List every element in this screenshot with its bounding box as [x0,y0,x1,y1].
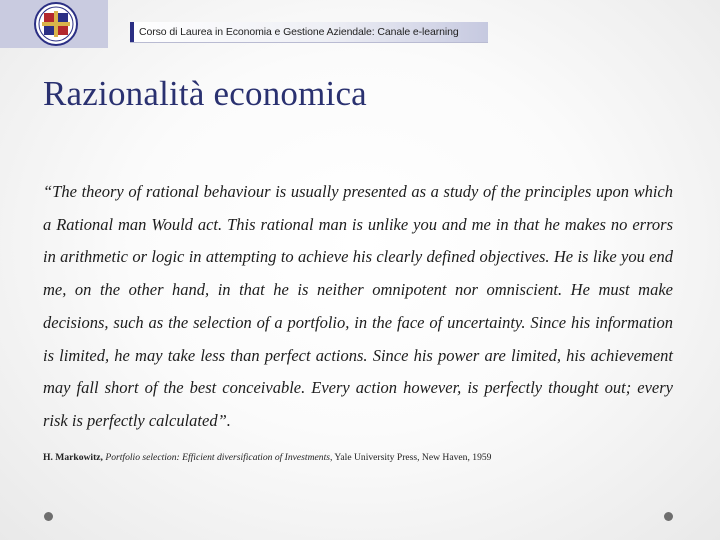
course-header-bar [130,22,488,43]
citation-publisher: Yale University Press, New Haven, 1959 [334,452,492,463]
slide-title: Razionalità economica [43,74,367,113]
bottom-left-dot-icon [44,512,53,521]
markowitz-quote: “The theory of rational behaviour is usually presented as a study of the principles upon which a Rational man Would act. This rational man is unlike you and me in that he makes no errors in arithmetic or logic in attempting to achieve his clearly defined objectives. He is like you end me, on the other hand, in that he is neither omnipotent nor omniscient. He must make decisions, such as the selection of a portfolio, in the face of uncertainty. Since his information is limited, he may take less than perfect actions. Since his power are limited, his achievement may fall short of the best conceivable. Every action however, is perfectly thought out; every risk is perfectly calculated”. [43,182,673,430]
course-label: Corso di Laurea in Economia e Gestione Aziendale: Canale e-learning [139,26,459,38]
bottom-right-dot-icon [664,512,673,521]
citation-book-title: Portfolio selection: Efficient diversification of Investments, [105,452,333,463]
header-accent [130,22,134,42]
citation-author: H. Markowitz, [43,452,103,463]
university-logo [0,0,108,48]
university-seal-logo-icon [0,0,108,48]
quote-citation [43,452,683,463]
